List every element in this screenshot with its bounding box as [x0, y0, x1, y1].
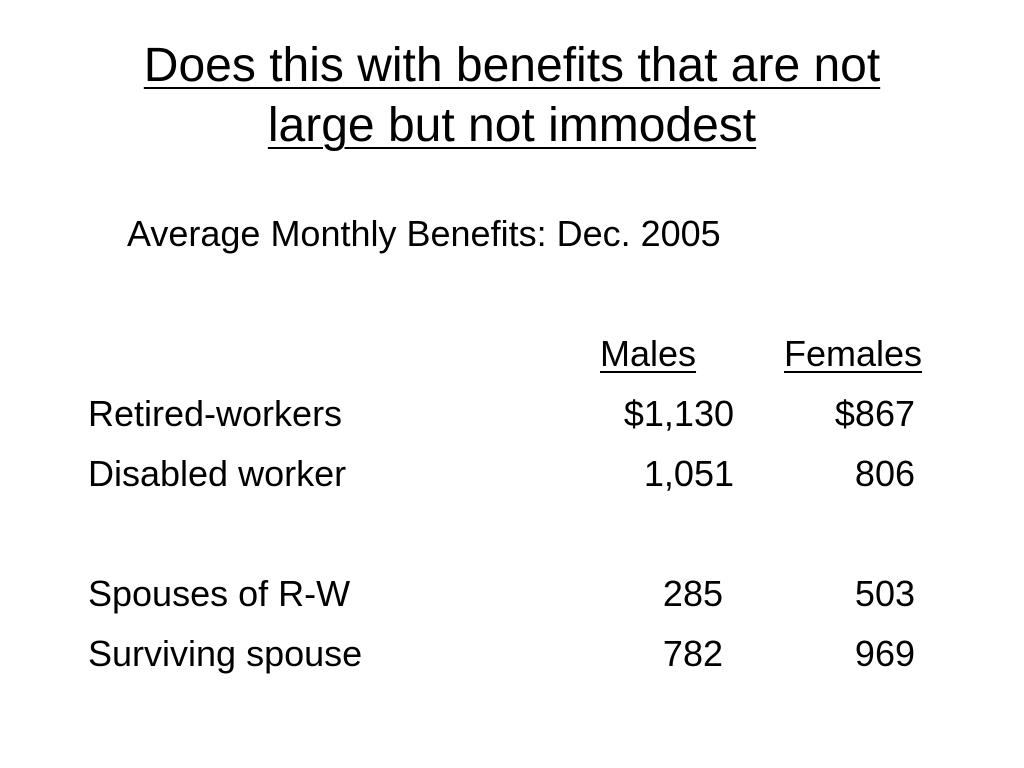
table-caption: Average Monthly Benefits: Dec. 2005	[127, 213, 721, 254]
males-value: 285	[662, 573, 723, 614]
females-value: 503	[854, 573, 915, 614]
females-value: 806	[854, 453, 915, 494]
column-header-females: Females	[784, 333, 923, 374]
males-value: 1,051	[643, 453, 734, 494]
title-line-2: large but not immodest	[267, 99, 757, 152]
row-label: Spouses of R-W	[88, 573, 351, 614]
row-label: Retired-workers	[88, 393, 343, 434]
males-value: 782	[662, 633, 723, 674]
row-label: Surviving spouse	[88, 633, 363, 674]
males-value: $1,130	[623, 393, 734, 434]
row-label: Disabled worker	[88, 453, 347, 494]
females-value: 969	[854, 633, 915, 674]
slide-title	[40, 36, 984, 156]
title-line-1: Does this with benefits that are not	[143, 39, 881, 92]
females-value: $867	[834, 393, 915, 434]
column-header-males: Males	[600, 333, 697, 374]
